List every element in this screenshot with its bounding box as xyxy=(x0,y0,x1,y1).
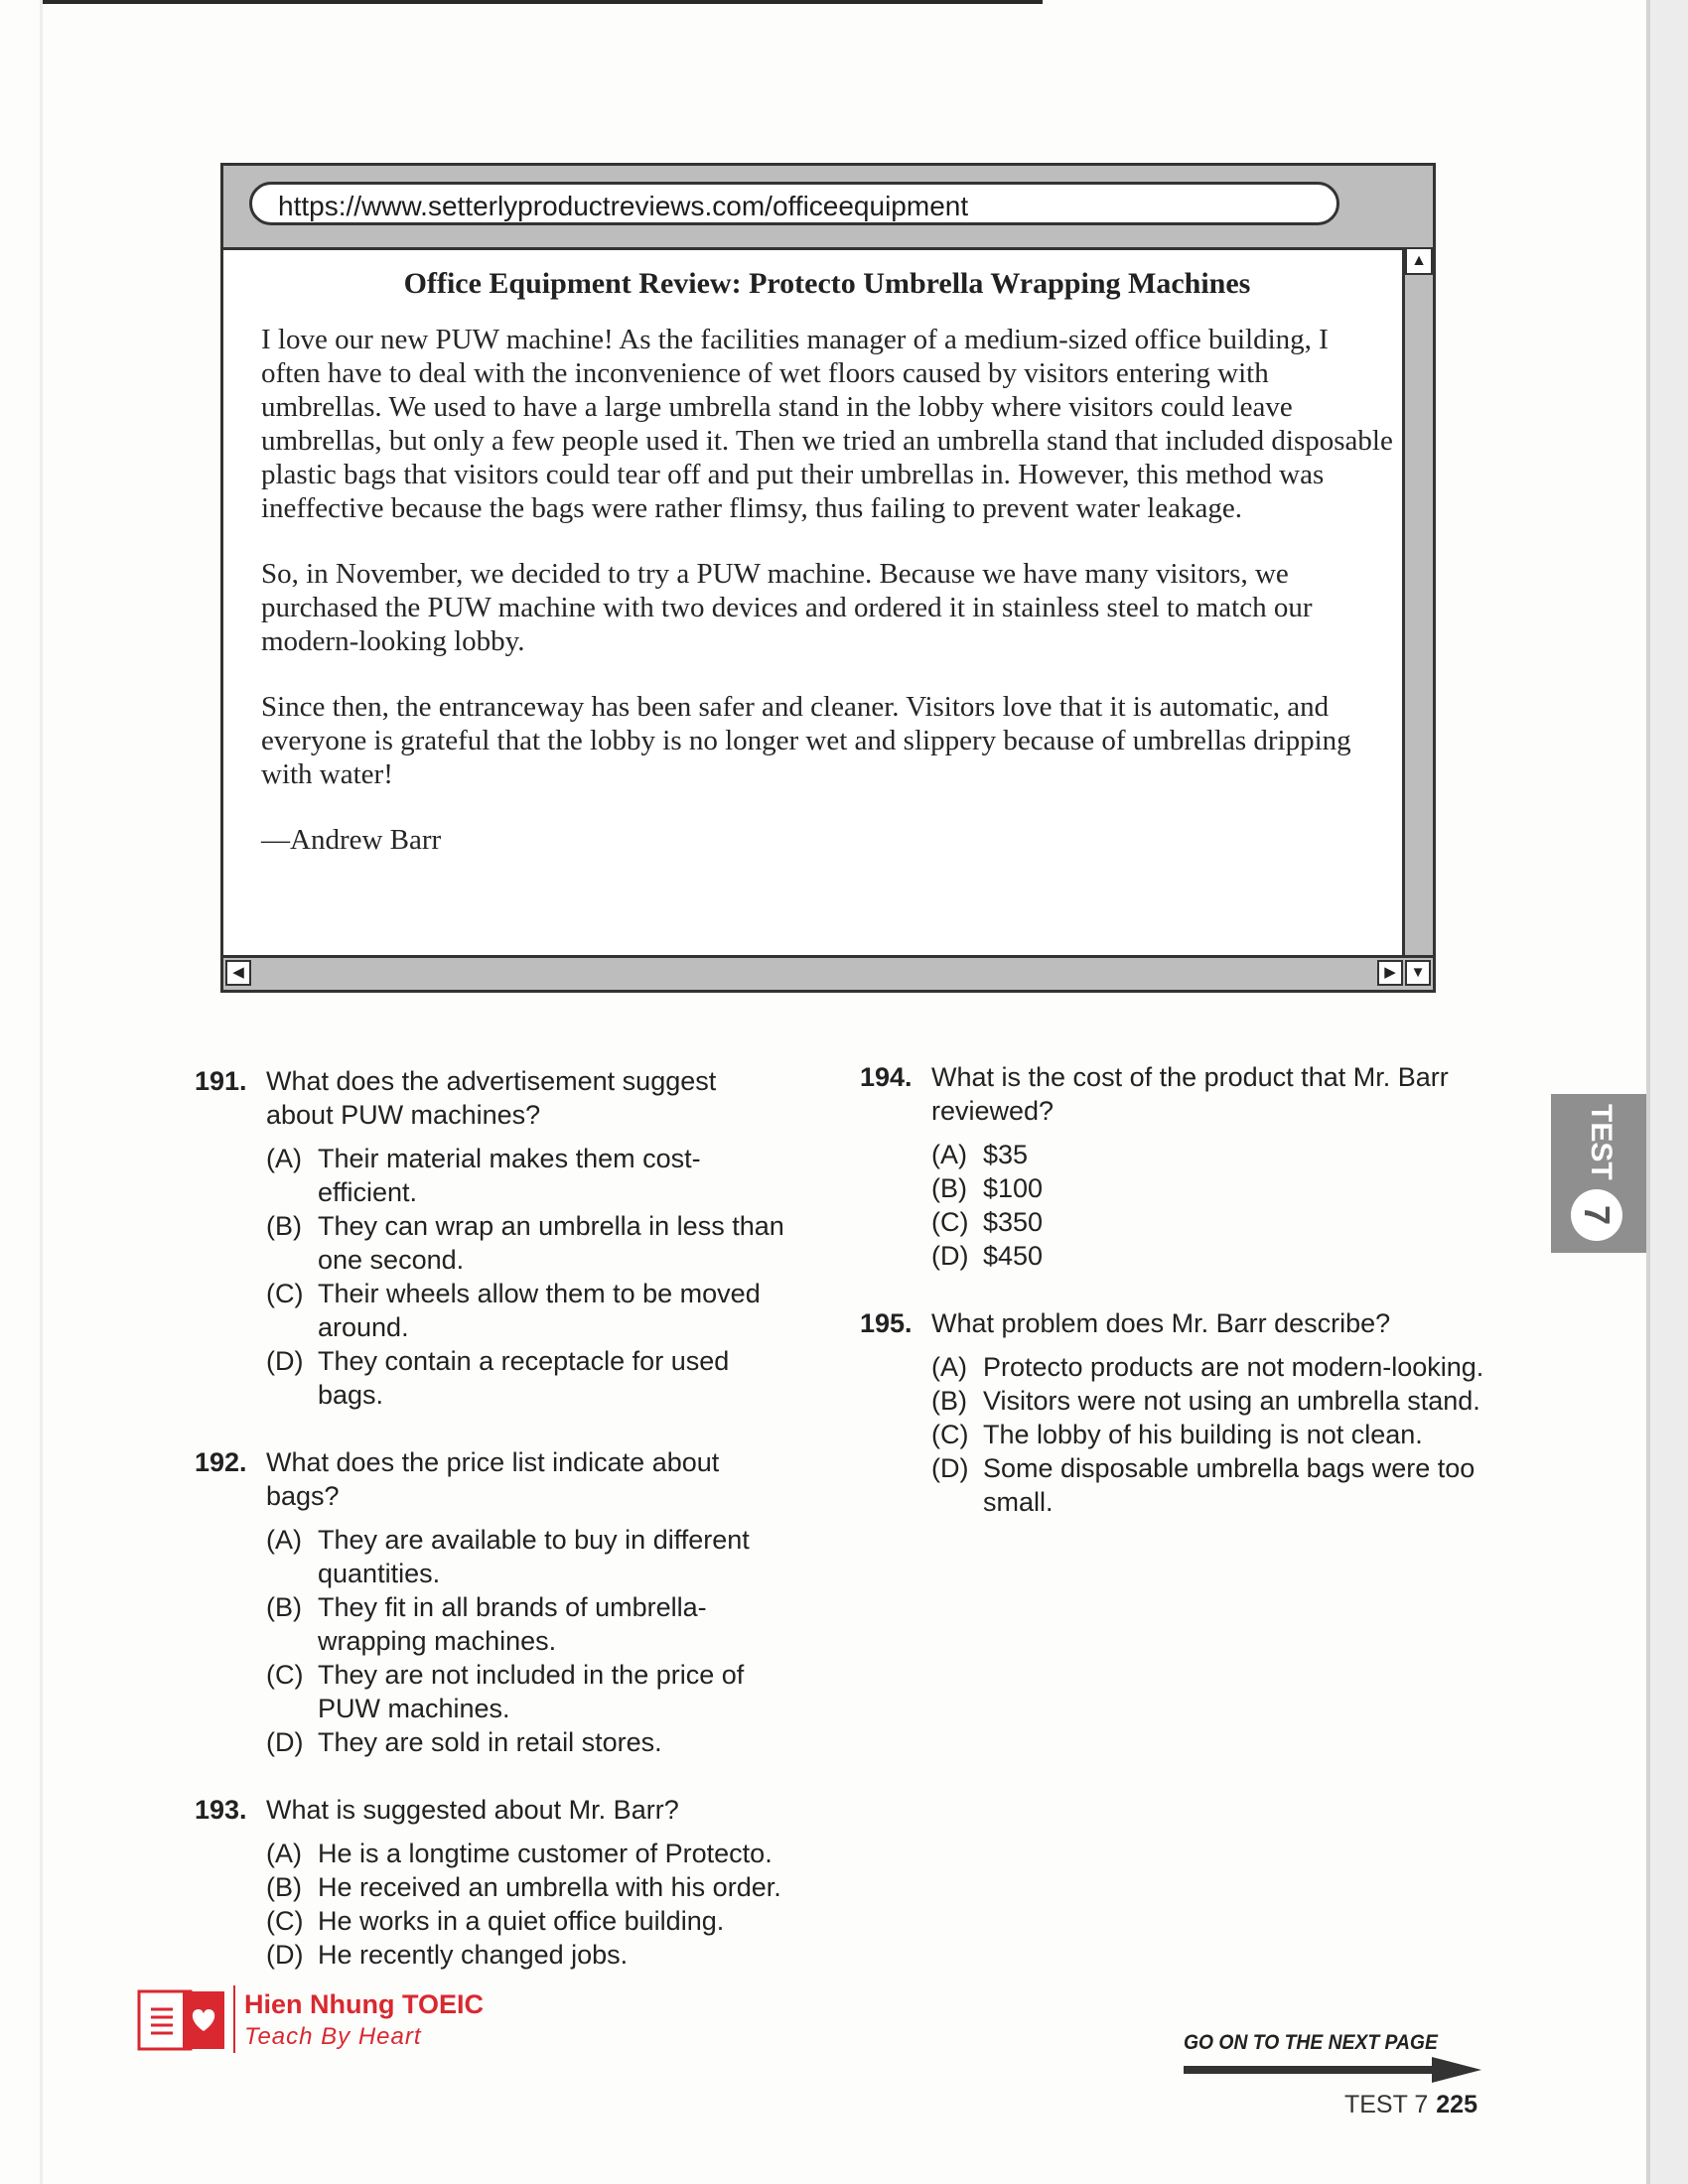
page-footer xyxy=(1344,2091,1477,2119)
review-title: Office Equipment Review: Protecto Umbrella Wrapping Machines xyxy=(403,267,1251,300)
question-191 xyxy=(195,1064,790,1412)
logo-name: Hien Nhung TOEIC xyxy=(244,1989,484,2019)
answer-option[interactable] xyxy=(266,1209,790,1277)
option-text: The lobby of his building is not clean. xyxy=(983,1420,1423,1449)
answer-option[interactable] xyxy=(931,1418,1495,1451)
option-letter: (C) xyxy=(266,1660,304,1690)
option-text: He is a longtime customer of Protecto. xyxy=(318,1839,773,1868)
arrow-right-icon xyxy=(1184,2057,1481,2083)
option-letter: (C) xyxy=(931,1420,969,1449)
answer-option[interactable] xyxy=(266,1344,790,1412)
option-text: $450 xyxy=(983,1241,1044,1271)
review-paragraph-2: So, in November, we decided to try a PUW machine. Because we have many visitors, we purchased the PUW machine with two devices and ordered it in stainless steel to match our modern-looking lobby. xyxy=(261,558,1313,657)
question-text: What does the price list indicate about bags? xyxy=(266,1447,720,1511)
footer-test-label: TEST 7 xyxy=(1343,2091,1429,2118)
option-text: He received an umbrella with his order. xyxy=(318,1872,781,1902)
test-tab-label: TEST xyxy=(1585,1104,1618,1180)
option-letter: (A) xyxy=(931,1352,967,1382)
answer-option[interactable] xyxy=(266,1523,790,1590)
browser-toolbar xyxy=(223,166,1433,250)
answer-option[interactable] xyxy=(266,1277,790,1344)
logo-divider xyxy=(233,1985,235,2053)
option-letter: (B) xyxy=(266,1211,302,1241)
answer-option[interactable] xyxy=(266,1938,790,1972)
option-letter: (A) xyxy=(266,1144,302,1173)
answer-option[interactable] xyxy=(266,1590,790,1658)
question-number: 194. xyxy=(860,1062,913,1092)
question-text: What is the cost of the product that Mr. Barr reviewed? xyxy=(931,1062,1449,1126)
question-193 xyxy=(195,1793,790,1972)
test-tab xyxy=(1551,1094,1646,1253)
question-number: 193. xyxy=(195,1795,247,1825)
review-paragraph-3: Since then, the entranceway has been safer and cleaner. Visitors love that it is automatic, and everyone is grateful that the lobby is no longer wet and slippery because of umbrellas dripping with water! xyxy=(261,691,1351,790)
option-text: He works in a quiet office building. xyxy=(318,1906,725,1936)
question-number: 191. xyxy=(195,1066,247,1096)
question-text: What is suggested about Mr. Barr? xyxy=(266,1795,679,1825)
option-letter: (A) xyxy=(266,1839,302,1868)
browser-window xyxy=(220,163,1436,993)
vertical-scrollbar[interactable] xyxy=(1402,247,1433,958)
answer-option[interactable] xyxy=(266,1837,790,1870)
option-text: They are available to buy in different quantities. xyxy=(318,1525,750,1588)
option-text: They are not included in the price of PUW machines. xyxy=(318,1660,745,1723)
option-letter: (B) xyxy=(266,1592,302,1622)
questions-right-column xyxy=(860,1060,1495,1553)
page-right-edge-shadow xyxy=(1646,0,1650,2184)
scroll-right-icon[interactable]: ▶ xyxy=(1377,960,1403,986)
address-bar[interactable]: https://www.setterlyproductreviews.com/officeequipment xyxy=(249,182,1339,225)
answer-option[interactable] xyxy=(266,1142,790,1209)
option-letter: (C) xyxy=(266,1906,304,1936)
question-number: 195. xyxy=(860,1308,913,1338)
option-letter: (D) xyxy=(266,1346,304,1376)
page-left-edge xyxy=(40,0,43,2184)
answer-option[interactable] xyxy=(931,1138,1495,1171)
option-text: They contain a receptacle for used bags. xyxy=(318,1346,730,1410)
option-letter: (B) xyxy=(266,1872,302,1902)
answer-option[interactable] xyxy=(266,1658,790,1725)
answer-option[interactable] xyxy=(931,1384,1495,1418)
option-text: $100 xyxy=(983,1173,1044,1203)
answer-option[interactable] xyxy=(931,1350,1495,1384)
option-text: He recently changed jobs. xyxy=(318,1940,629,1970)
option-letter: (C) xyxy=(931,1207,969,1237)
question-192 xyxy=(195,1445,790,1759)
option-text: $35 xyxy=(983,1140,1029,1169)
question-number: 192. xyxy=(195,1447,247,1477)
question-194 xyxy=(860,1060,1495,1273)
answer-option[interactable] xyxy=(266,1904,790,1938)
logo-tagline: Teach By Heart xyxy=(244,2023,422,2050)
option-text: They can wrap an umbrella in less than one second. xyxy=(318,1211,784,1275)
option-letter: (D) xyxy=(931,1453,969,1483)
option-letter: (D) xyxy=(266,1727,304,1757)
option-letter: (D) xyxy=(266,1940,304,1970)
horizontal-scrollbar[interactable] xyxy=(223,955,1433,990)
top-rule xyxy=(40,0,1043,4)
option-text: Their material makes them cost-efficient. xyxy=(318,1144,701,1207)
go-on-label: GO ON TO THE NEXT PAGE xyxy=(1184,2031,1438,2054)
review-paragraph-1: I love our new PUW machine! As the facilities manager of a medium-sized office building, I often have to deal with the inconvenience of wet floors caused by visitors entering with umbrellas. We used to have a large umbrella stand in the lobby where visitors could leave umbrellas, but only a few people used it. Then we tried an umbrella stand that included disposable plastic bags that visitors could tear off and put their umbrellas in. However, this method was ineffective because the bags were rather flimsy, thus failing to prevent water leakage. xyxy=(261,324,1393,524)
option-text: They fit in all brands of umbrella-wrapping machines. xyxy=(318,1592,707,1656)
question-text: What problem does Mr. Barr describe? xyxy=(931,1308,1391,1338)
page-number: 225 xyxy=(1436,2091,1477,2118)
option-text: Some disposable umbrella bags were too small. xyxy=(983,1453,1476,1517)
scroll-left-icon[interactable]: ◀ xyxy=(225,960,251,986)
option-letter: (B) xyxy=(931,1173,967,1203)
scroll-down-icon[interactable]: ▼ xyxy=(1405,960,1431,986)
answer-option[interactable] xyxy=(266,1870,790,1904)
review-signature: —Andrew Barr xyxy=(261,824,442,856)
answer-option[interactable] xyxy=(931,1239,1495,1273)
option-text: Visitors were not using an umbrella stand. xyxy=(983,1386,1480,1416)
option-letter: (D) xyxy=(931,1241,969,1271)
answer-option[interactable] xyxy=(931,1205,1495,1239)
test-tab-number: 7 xyxy=(1571,1189,1622,1241)
question-195 xyxy=(860,1306,1495,1519)
option-letter: (A) xyxy=(266,1525,302,1555)
option-letter: (A) xyxy=(931,1140,967,1169)
answer-option[interactable] xyxy=(931,1451,1495,1519)
option-text: Their wheels allow them to be moved around. xyxy=(318,1279,761,1342)
option-text: Protecto products are not modern-looking. xyxy=(983,1352,1484,1382)
option-text: $350 xyxy=(983,1207,1044,1237)
review-content xyxy=(261,267,1393,857)
answer-option[interactable] xyxy=(931,1171,1495,1205)
scroll-up-icon[interactable]: ▲ xyxy=(1405,247,1433,275)
page-right-edge xyxy=(1646,0,1688,2184)
questions-left-column xyxy=(195,1064,790,2005)
option-letter: (B) xyxy=(931,1386,967,1416)
question-text: What does the advertisement suggest about PUW machines? xyxy=(266,1066,717,1130)
answer-option[interactable] xyxy=(266,1725,790,1759)
option-text: They are sold in retail stores. xyxy=(318,1727,662,1757)
option-letter: (C) xyxy=(266,1279,304,1308)
book-heart-logo-icon xyxy=(137,1987,226,2053)
